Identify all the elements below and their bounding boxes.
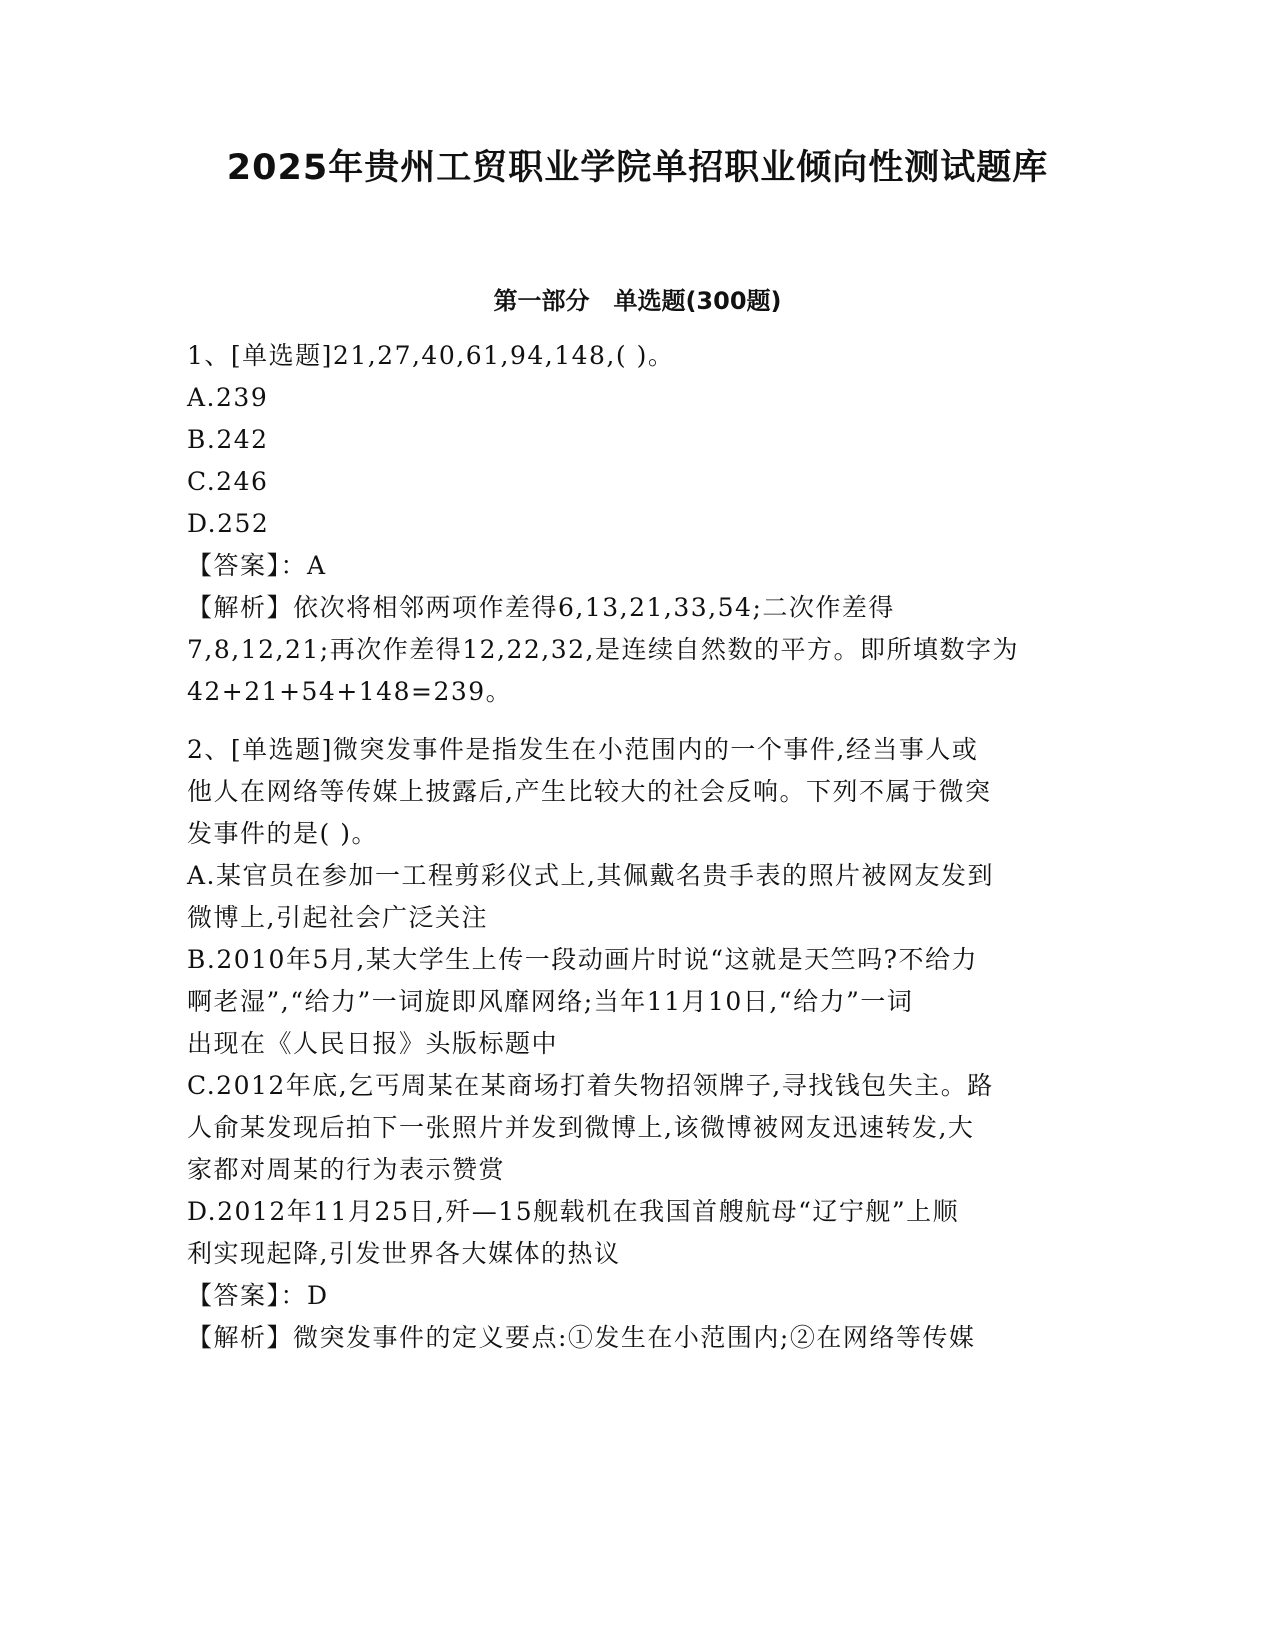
option-a: A.某官员在参加一工程剪彩仪式上,其佩戴名贵手表的照片被网友发到 xyxy=(187,861,994,890)
option-d: D.252 xyxy=(187,509,270,538)
question-stem: 2、[单选题]微突发事件是指发生在小范围内的一个事件,经当事人或 xyxy=(187,735,979,764)
document-body xyxy=(187,335,1087,1359)
option-c: 家都对周某的行为表示赞赏 xyxy=(187,1155,506,1184)
answer: 【答案】：D xyxy=(187,1281,329,1310)
option-b: B.2010年5月,某大学生上传一段动画片时说“这就是天竺吗?不给力 xyxy=(187,945,978,974)
option-b: B.242 xyxy=(187,425,269,454)
question-gap xyxy=(187,713,1087,729)
option-a: A.239 xyxy=(187,383,269,412)
option-c: C.246 xyxy=(187,467,269,496)
explanation: 【解析】依次将相邻两项作差得6,13,21,33,54;二次作差得 xyxy=(187,593,895,622)
answer: 【答案】：A xyxy=(187,551,327,580)
option-d: D.2012年11月25日,歼—15舰载机在我国首艘航母“辽宁舰”上顺 xyxy=(187,1197,960,1226)
document-title: 2025年贵州工贸职业学院单招职业倾向性测试题库 xyxy=(226,148,1049,188)
question-stem: 发事件的是( )。 xyxy=(187,819,378,848)
explanation: 【解析】微突发事件的定义要点:①发生在小范围内;②在网络等传媒 xyxy=(187,1323,976,1352)
option-c: 人俞某发现后拍下一张照片并发到微博上,该微博被网友迅速转发,大 xyxy=(187,1113,975,1142)
option-b: 啊老湿”,“给力”一词旋即风靡网络;当年11月10日,“给力”一词 xyxy=(187,987,914,1016)
question-stem: 1、[单选题]21,27,40,61,94,148,( )。 xyxy=(187,341,675,370)
section-title: 第一部分 单选题(300题) xyxy=(493,287,782,315)
explanation: 42+21+54+148=239。 xyxy=(187,677,513,706)
explanation: 7,8,12,21;再次作差得12,22,32,是连续自然数的平方。即所填数字为 xyxy=(187,635,1019,664)
option-d: 利实现起降,引发世界各大媒体的热议 xyxy=(187,1239,621,1268)
option-b: 出现在《人民日报》头版标题中 xyxy=(187,1029,559,1058)
option-a: 微博上,引起社会广泛关注 xyxy=(187,903,488,932)
question-stem: 他人在网络等传媒上披露后,产生比较大的社会反响。下列不属于微突 xyxy=(187,777,992,806)
question-1 xyxy=(187,335,1087,713)
question-2 xyxy=(187,729,1087,1359)
option-c: C.2012年底,乞丐周某在某商场打着失物招领牌子,寻找钱包失主。路 xyxy=(187,1071,994,1100)
